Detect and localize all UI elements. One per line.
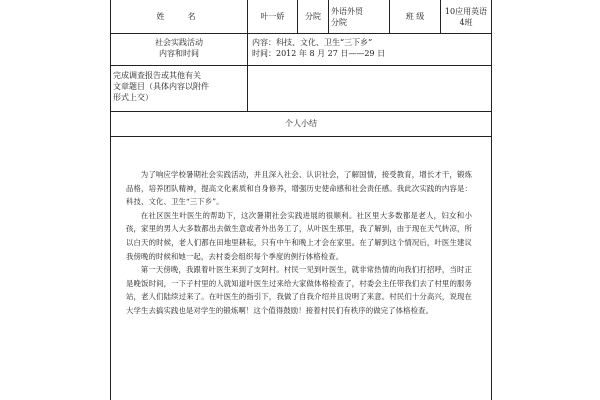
report-label <box>113 70 247 103</box>
class-label: 班 级 <box>405 12 425 21</box>
report-label-line1: 完成调查报告或其他有关 <box>113 71 201 80</box>
department-value <box>331 6 389 30</box>
class-value <box>441 6 491 30</box>
summary-paragraph-1: 为了响应学校暑期社会实践活动，并且深入社会、认识社会，了解国情，接受教育，增长才干，锻炼品格，培养团队精神，提高文化素质和自身修养，增强历史使命感和社会责任感。我此次实践的内容是：科技、文化、卫生“三下乡”。 <box>126 170 472 207</box>
row-divider <box>110 136 492 137</box>
row-divider <box>110 33 492 34</box>
class-value-line2: 4班 <box>459 18 473 27</box>
department-label: 分院 <box>305 12 321 21</box>
department-value-line1: 外语外贸 <box>331 7 363 16</box>
name-label: 姓 名 <box>156 12 202 21</box>
table-border-left <box>110 0 111 400</box>
summary-paragraph-2: 在社区医生叶医生的帮助下，这次暑期社会实践进展的很顺利。社区里大多数都是老人，妇女和小孩，家里的男人大多数都出去做生意或者外出务工了，从叶医生那里，我了解到，由于现在天气转凉，所以白天的时候，老人们都在田地里耕耘，只有中午和晚上才会在家里。在了解到这个情况后，叶医生建议我傍晚的时候和她一起，去村委会组织每个季度的例行体格检查。 <box>126 210 472 261</box>
class-value-line1: 10应用英语 <box>444 7 488 16</box>
table-border-right <box>491 0 492 400</box>
activity-label-line1: 社会实践活动 <box>155 38 203 47</box>
activity-label-line2: 内容和时间 <box>159 49 199 58</box>
summary-body <box>126 168 472 318</box>
activity-content <box>252 37 488 59</box>
report-label-line3: 形式上交） <box>113 93 153 102</box>
summary-paragraph-3: 第一天傍晚，我跟着叶医生来到了支阿村。村民一见到叶医生，就非常热情的向我们打招呼，当时正是晚饭时间，一下子村里的人就知道叶医生过来给大家做体格检查了，村委会主任带我们去了村里的服务站，老人们陆续过来了。在叶医生的指引下，我做了自我介绍并且说明了来意。村民们十分高兴，说现在大学生去搞实践也是对学生的锻炼啊！这个值得鼓励！接着村民们有秩序的做完了体格检查。 <box>126 265 472 315</box>
summary-title: 个人小结 <box>285 119 317 128</box>
column-divider <box>328 0 329 33</box>
activity-label <box>111 37 247 59</box>
report-label-line2: 文章题目（具体内容以附件 <box>113 82 209 91</box>
activity-time-line: 时间：2012 年 8 月 27 日——29 日 <box>252 49 386 58</box>
name-value: 叶一娇 <box>260 12 285 21</box>
row-divider <box>110 65 492 66</box>
activity-content-line: 内容：科技、文化、卫生“三下乡” <box>252 38 373 47</box>
department-value-line2: 分院 <box>331 18 347 27</box>
